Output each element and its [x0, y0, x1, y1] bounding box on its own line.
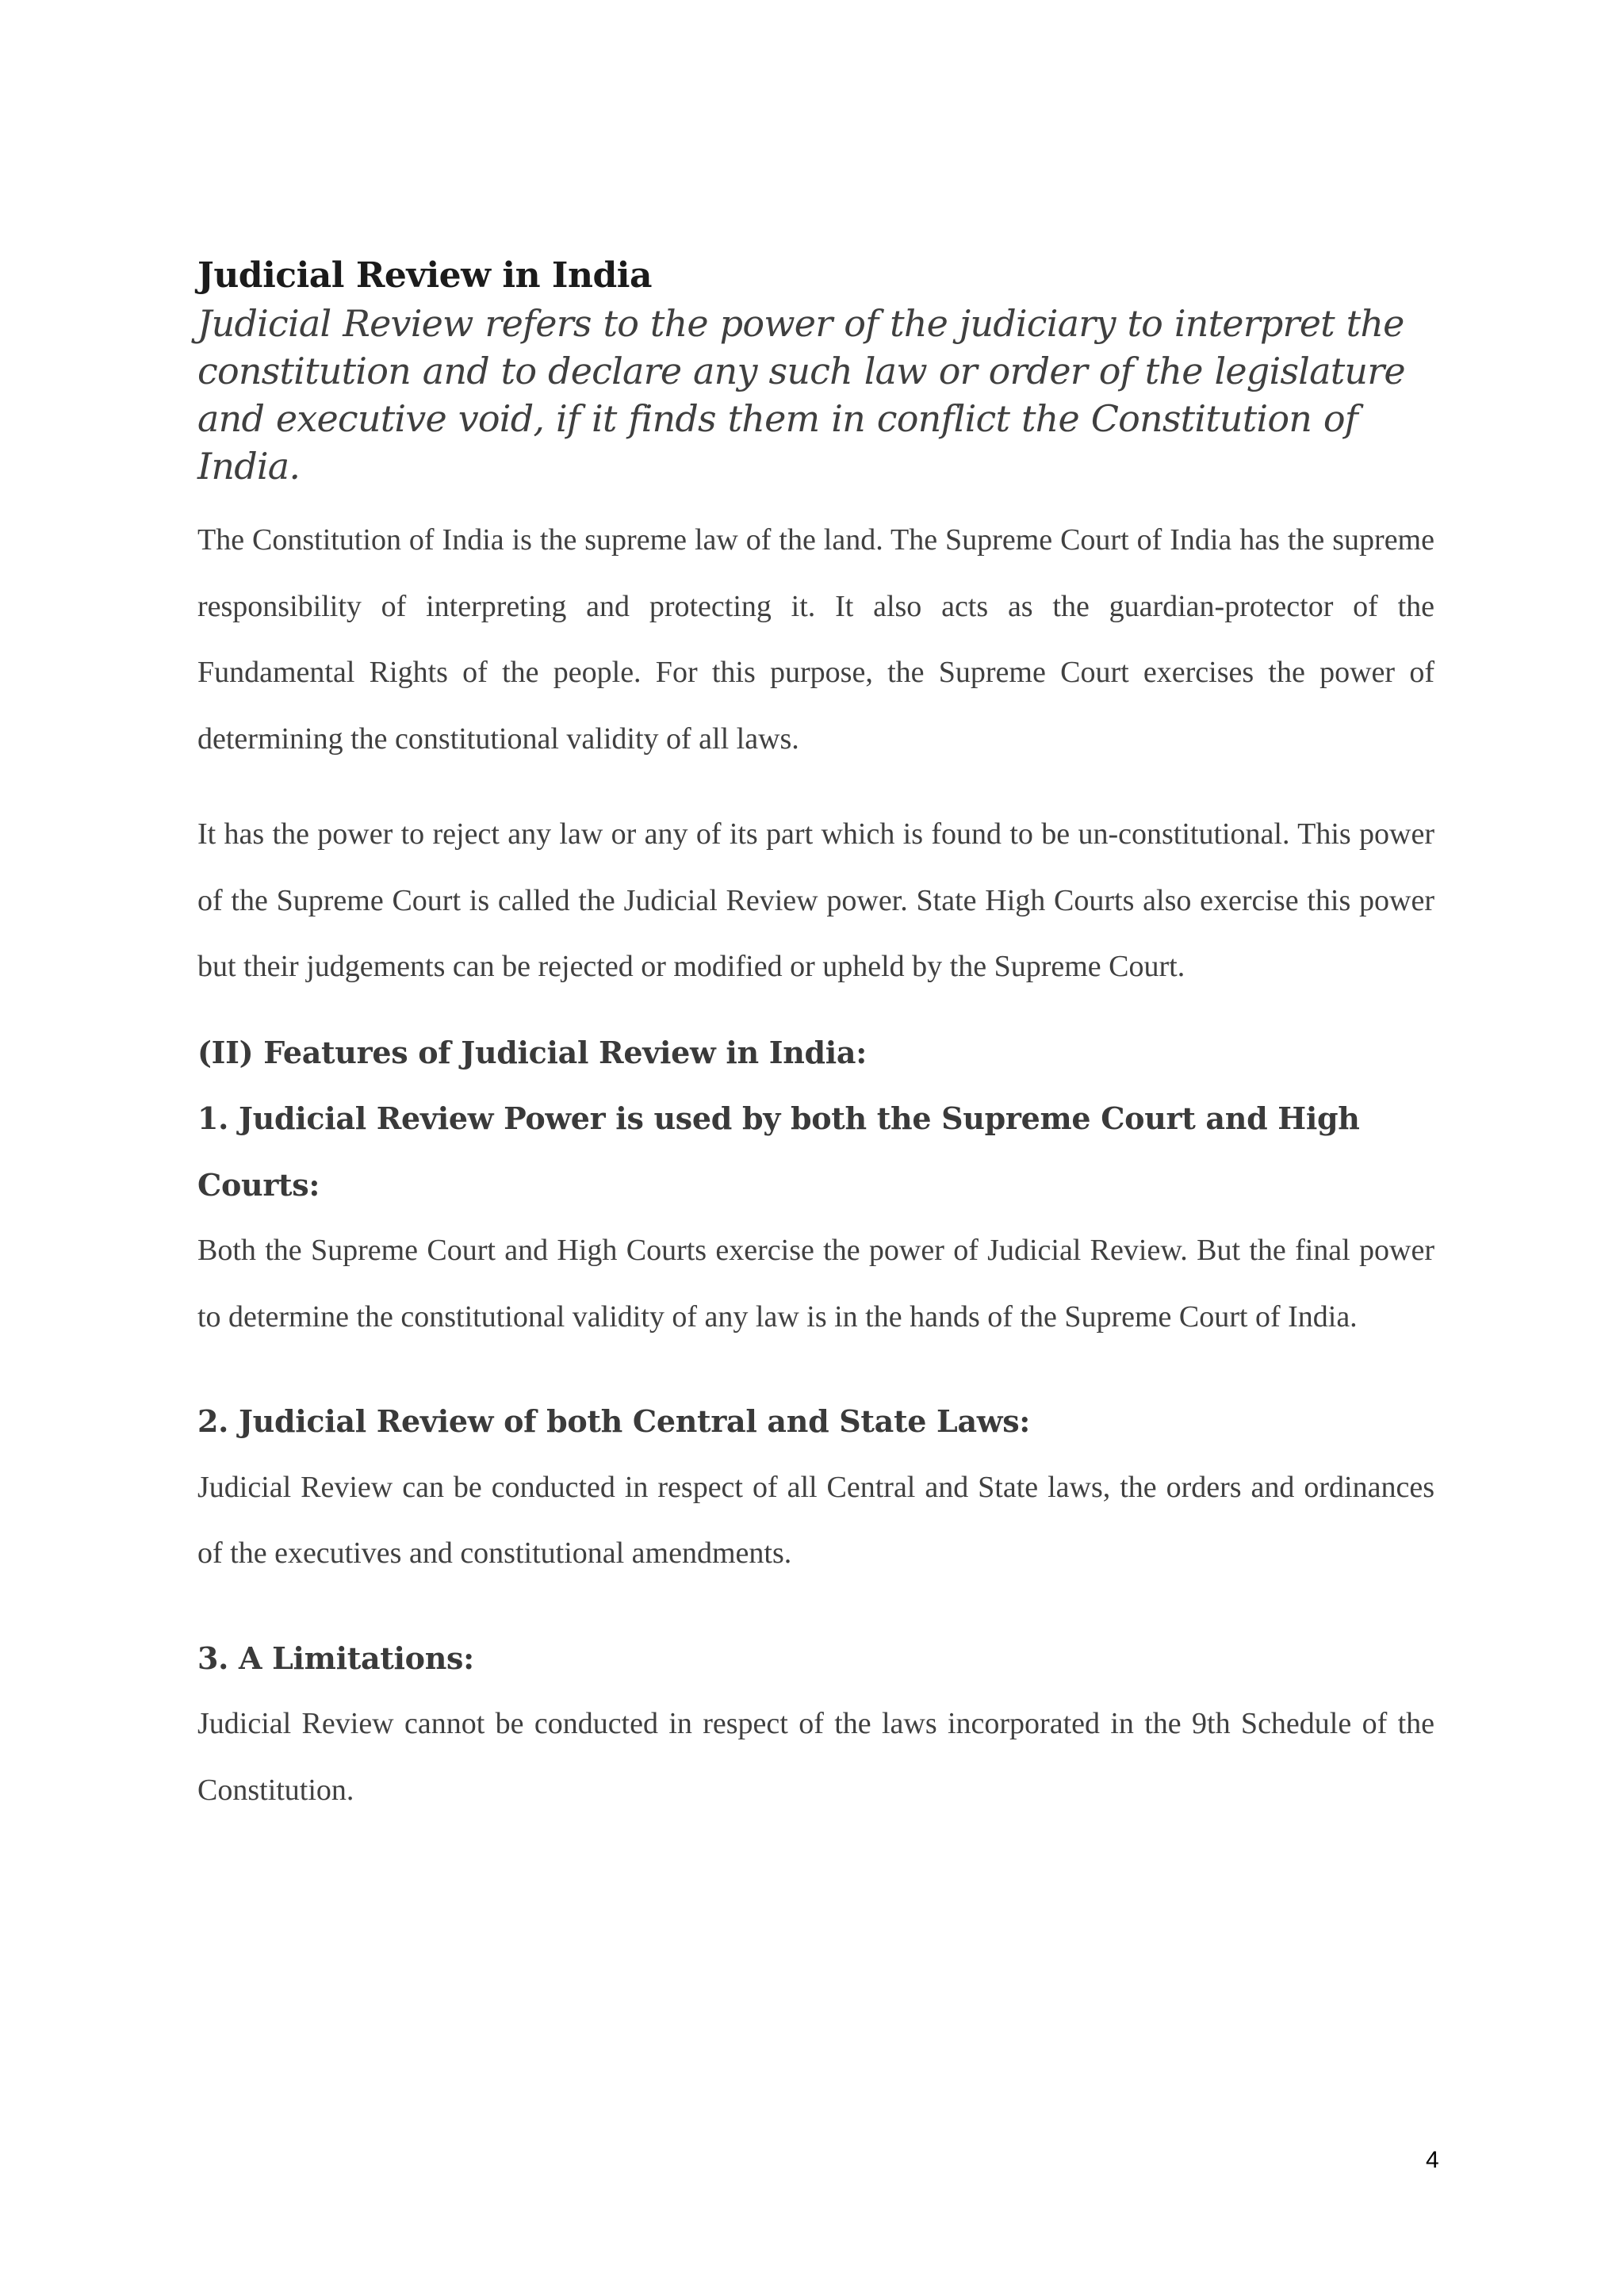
page-content: [197, 252, 1434, 1823]
feature-3-title: 3. A Limitations:: [197, 1640, 474, 1676]
page-number: 4: [1426, 2147, 1439, 2173]
feature-3-body: Judicial Review cannot be conducted in respect of the laws incorporated in the 9th Schedule of the Constitution.: [197, 1707, 1434, 1807]
feature-2-title: 2. Judicial Review of both Central and State Laws:: [197, 1403, 1031, 1439]
feature-1-title: 1. Judicial Review Power is used by both the Supreme Court and High Courts:: [197, 1100, 1360, 1203]
features-heading: (II) Features of Judicial Review in India:: [197, 1034, 867, 1070]
feature-2-body: Judicial Review can be conducted in respect of all Central and State laws, the orders and ordinances of the executives and constitutional amendments.: [197, 1470, 1434, 1570]
feature-1-body: Both the Supreme Court and High Courts exercise the power of Judicial Review. But the final power to determine the constitutional validity of any law is in the hands of the Supreme Court of India.: [197, 1234, 1434, 1334]
page-title: Judicial Review in India: [197, 255, 652, 296]
intro-paragraph-1: The Constitution of India is the supreme law of the land. The Supreme Court of India has the supreme responsibility of interpreting and protecting it. It also acts as the guardian-protector of the Fundamental Rights of the people. For this purpose, the Supreme Court exercises the power of determining the constitutional validity of all laws.: [197, 523, 1434, 756]
intro-paragraph-2: It has the power to reject any law or any of its part which is found to be un-constitutional. This power of the Supreme Court is called the Judicial Review power. State High Courts also exercise this power but their judgements can be rejected or modified or upheld by the Supreme Court.: [197, 817, 1434, 983]
lead-definition: Judicial Review refers to the power of the judiciary to interpret the constitution and to declare any such law or order of the legislature and executive void, if it finds them in conflict the Constitution of India.: [197, 302, 1405, 488]
